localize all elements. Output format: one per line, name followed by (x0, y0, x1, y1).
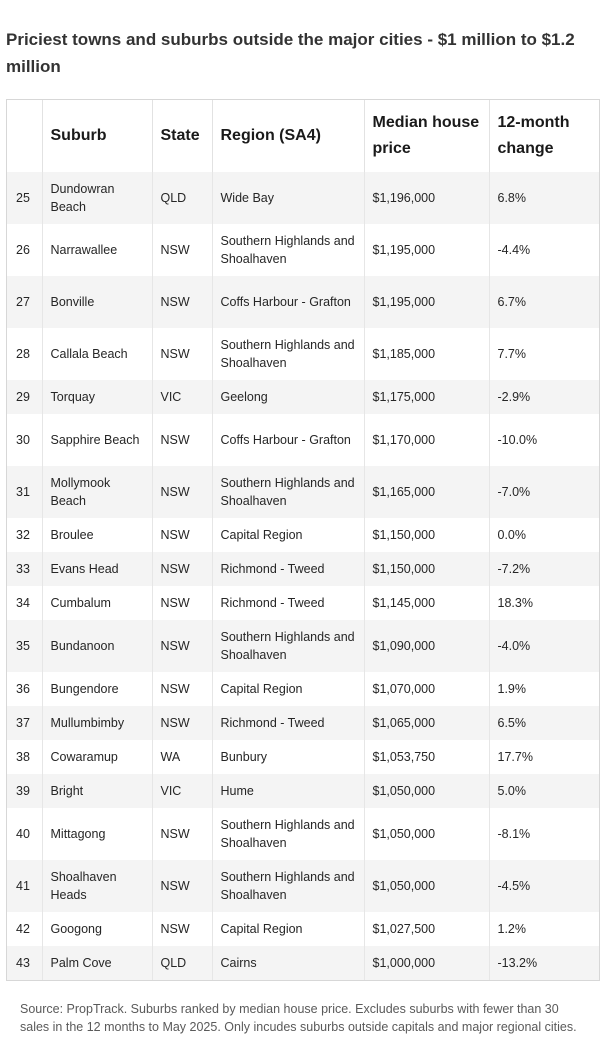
cell-region: Southern Highlands and Shoalhaven (212, 808, 364, 860)
cell-suburb: Mullumbimby (42, 706, 152, 740)
header-rank (7, 100, 42, 172)
table-row (7, 328, 599, 380)
cell-rank: 33 (7, 552, 42, 586)
cell-change: 5.0% (489, 774, 599, 808)
cell-suburb: Broulee (42, 518, 152, 552)
cell-rank: 39 (7, 774, 42, 808)
table-row (7, 912, 599, 946)
cell-change: 17.7% (489, 740, 599, 774)
cell-change: -13.2% (489, 946, 599, 980)
cell-rank: 25 (7, 172, 42, 224)
cell-region: Capital Region (212, 518, 364, 552)
cell-change: -7.0% (489, 466, 599, 518)
header-row (7, 100, 599, 172)
cell-region: Southern Highlands and Shoalhaven (212, 466, 364, 518)
cell-state: NSW (152, 808, 212, 860)
cell-region: Wide Bay (212, 172, 364, 224)
cell-price: $1,070,000 (364, 672, 489, 706)
cell-price: $1,090,000 (364, 620, 489, 672)
cell-change: 18.3% (489, 586, 599, 620)
cell-rank: 37 (7, 706, 42, 740)
table-header (7, 100, 599, 172)
cell-price: $1,150,000 (364, 518, 489, 552)
cell-region: Coffs Harbour - Grafton (212, 414, 364, 466)
table-row (7, 586, 599, 620)
cell-change: 0.0% (489, 518, 599, 552)
cell-price: $1,195,000 (364, 276, 489, 328)
cell-state: NSW (152, 620, 212, 672)
cell-state: NSW (152, 276, 212, 328)
cell-rank: 36 (7, 672, 42, 706)
table-row (7, 172, 599, 224)
cell-suburb: Sapphire Beach (42, 414, 152, 466)
table-row (7, 672, 599, 706)
table-row (7, 620, 599, 672)
cell-region: Hume (212, 774, 364, 808)
cell-rank: 28 (7, 328, 42, 380)
cell-state: NSW (152, 414, 212, 466)
cell-rank: 41 (7, 860, 42, 912)
data-table-container (6, 99, 600, 981)
cell-state: NSW (152, 328, 212, 380)
cell-change: -2.9% (489, 380, 599, 414)
cell-state: NSW (152, 552, 212, 586)
header-suburb: Suburb (42, 100, 152, 172)
cell-price: $1,175,000 (364, 380, 489, 414)
table-row (7, 808, 599, 860)
cell-state: VIC (152, 380, 212, 414)
cell-price: $1,170,000 (364, 414, 489, 466)
cell-state: NSW (152, 672, 212, 706)
cell-state: NSW (152, 518, 212, 552)
header-change: 12-month change (489, 100, 599, 172)
cell-state: VIC (152, 774, 212, 808)
cell-state: NSW (152, 912, 212, 946)
cell-state: QLD (152, 172, 212, 224)
cell-rank: 42 (7, 912, 42, 946)
header-state: State (152, 100, 212, 172)
table-row (7, 740, 599, 774)
cell-state: NSW (152, 860, 212, 912)
cell-change: 7.7% (489, 328, 599, 380)
cell-suburb: Shoalhaven Heads (42, 860, 152, 912)
cell-rank: 34 (7, 586, 42, 620)
source-note: Source: PropTrack. Suburbs ranked by median house price. Excludes suburbs with fewer than 30 sales in the 12 months to May 2025. Only incudes suburbs outside capitals and major regional cities. (20, 1002, 577, 1034)
cell-rank: 32 (7, 518, 42, 552)
table-row (7, 466, 599, 518)
cell-change: 6.8% (489, 172, 599, 224)
cell-suburb: Bright (42, 774, 152, 808)
cell-region: Capital Region (212, 912, 364, 946)
table-row (7, 414, 599, 466)
header-price: Median house price (364, 100, 489, 172)
table-row (7, 380, 599, 414)
cell-suburb: Mittagong (42, 808, 152, 860)
cell-state: QLD (152, 946, 212, 980)
cell-rank: 31 (7, 466, 42, 518)
cell-rank: 40 (7, 808, 42, 860)
cell-price: $1,000,000 (364, 946, 489, 980)
cell-suburb: Callala Beach (42, 328, 152, 380)
cell-region: Southern Highlands and Shoalhaven (212, 328, 364, 380)
table-row (7, 224, 599, 276)
cell-change: 6.7% (489, 276, 599, 328)
cell-state: NSW (152, 586, 212, 620)
cell-change: -4.0% (489, 620, 599, 672)
cell-region: Capital Region (212, 672, 364, 706)
cell-change: -10.0% (489, 414, 599, 466)
cell-region: Southern Highlands and Shoalhaven (212, 860, 364, 912)
cell-rank: 35 (7, 620, 42, 672)
cell-change: -4.5% (489, 860, 599, 912)
cell-suburb: Cowaramup (42, 740, 152, 774)
cell-region: Richmond - Tweed (212, 552, 364, 586)
cell-price: $1,145,000 (364, 586, 489, 620)
cell-suburb: Cumbalum (42, 586, 152, 620)
cell-region: Richmond - Tweed (212, 706, 364, 740)
table-body (7, 172, 599, 980)
cell-price: $1,165,000 (364, 466, 489, 518)
cell-region: Coffs Harbour - Grafton (212, 276, 364, 328)
cell-suburb: Googong (42, 912, 152, 946)
cell-suburb: Narrawallee (42, 224, 152, 276)
table-row (7, 706, 599, 740)
table-row (7, 860, 599, 912)
cell-rank: 29 (7, 380, 42, 414)
cell-price: $1,050,000 (364, 860, 489, 912)
cell-rank: 43 (7, 946, 42, 980)
cell-price: $1,053,750 (364, 740, 489, 774)
cell-suburb: Torquay (42, 380, 152, 414)
cell-suburb: Evans Head (42, 552, 152, 586)
table-row (7, 552, 599, 586)
table-row (7, 276, 599, 328)
table-row (7, 774, 599, 808)
cell-price: $1,050,000 (364, 808, 489, 860)
cell-suburb: Bonville (42, 276, 152, 328)
cell-change: -7.2% (489, 552, 599, 586)
cell-region: Southern Highlands and Shoalhaven (212, 224, 364, 276)
cell-price: $1,050,000 (364, 774, 489, 808)
cell-change: -8.1% (489, 808, 599, 860)
cell-suburb: Mollymook Beach (42, 466, 152, 518)
cell-change: 1.2% (489, 912, 599, 946)
cell-change: 1.9% (489, 672, 599, 706)
cell-state: NSW (152, 466, 212, 518)
cell-region: Bunbury (212, 740, 364, 774)
cell-state: NSW (152, 224, 212, 276)
cell-state: WA (152, 740, 212, 774)
cell-change: -4.4% (489, 224, 599, 276)
cell-price: $1,027,500 (364, 912, 489, 946)
header-region: Region (SA4) (212, 100, 364, 172)
cell-region: Southern Highlands and Shoalhaven (212, 620, 364, 672)
table-row (7, 518, 599, 552)
cell-suburb: Bundanoon (42, 620, 152, 672)
cell-price: $1,150,000 (364, 552, 489, 586)
cell-rank: 26 (7, 224, 42, 276)
cell-region: Cairns (212, 946, 364, 980)
cell-price: $1,195,000 (364, 224, 489, 276)
cell-rank: 27 (7, 276, 42, 328)
cell-rank: 38 (7, 740, 42, 774)
cell-region: Richmond - Tweed (212, 586, 364, 620)
cell-rank: 30 (7, 414, 42, 466)
cell-suburb: Bungendore (42, 672, 152, 706)
cell-change: 6.5% (489, 706, 599, 740)
cell-suburb: Dundowran Beach (42, 172, 152, 224)
table-title: Priciest towns and suburbs outside the major cities - $1 million to $1.2 million (6, 30, 575, 76)
cell-suburb: Palm Cove (42, 946, 152, 980)
cell-state: NSW (152, 706, 212, 740)
table-row (7, 946, 599, 980)
cell-price: $1,196,000 (364, 172, 489, 224)
data-table (7, 100, 599, 980)
cell-price: $1,185,000 (364, 328, 489, 380)
cell-region: Geelong (212, 380, 364, 414)
cell-price: $1,065,000 (364, 706, 489, 740)
